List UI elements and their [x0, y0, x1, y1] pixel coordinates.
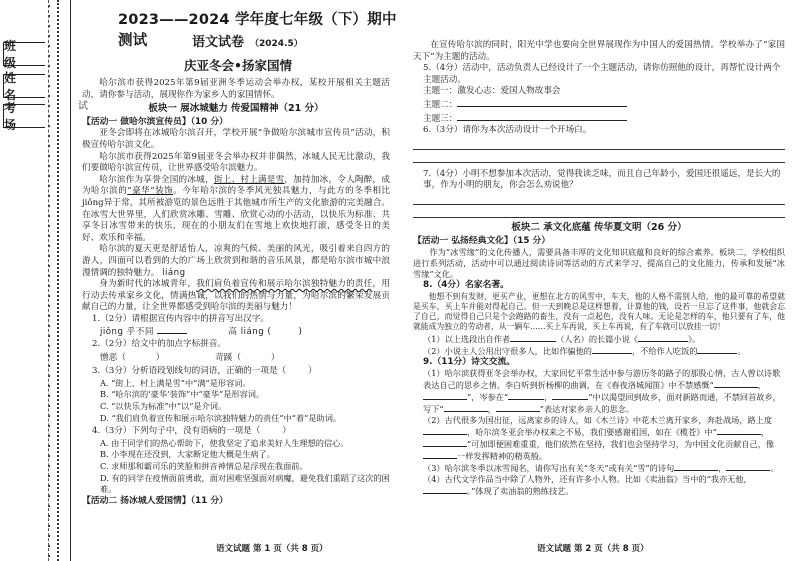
q9-2-input-4[interactable]: [423, 450, 457, 459]
q9-1-input-1[interactable]: [714, 379, 758, 388]
q9-1-a: （1）哈尔滨获得亚冬会举办权，大家回忆平常生活中参与游历冬的路子的那股心情，古人曾以诗歌表达自己的思乡之情。李白听到折杨柳的曲调，在《春夜洛城闻笛》中不禁感慨“: [423, 368, 781, 391]
left-content: [82, 78, 390, 507]
q4-option-b: B. 小李现在还没到，大家断定他大概是生病了。: [100, 449, 275, 460]
q3-option-b: B. “哈尔滨的‘豪华’装饰”中“豪华”是形容词。: [100, 389, 265, 400]
question-7: 7.（4分）小明不想参加本次活动，觉得我读乏味，而且自己年龄小，爱国还很遥远，是长大的事，作为小明的朋友，你会怎么劝说他？: [423, 168, 781, 191]
q8-book-input[interactable]: [638, 333, 688, 342]
activity-two-heading: 【活动二 扬冰城人爱国情】（11 分）: [82, 495, 228, 506]
q8-part-2: [413, 345, 785, 357]
right-content: [413, 40, 785, 497]
question-6: 6.（3分）请你为本次活动设计一个开场白。: [423, 125, 592, 136]
q9-4-b: 。”体现了卖油翁的熟练技艺。: [467, 486, 574, 497]
q9-3-a: （3）哈尔滨冬季以冰雪闻名，请你写出有关“冬天”或有关“雪”的诗句: [423, 463, 675, 474]
q4-answer[interactable]: [260, 424, 282, 433]
block-one-heading: 板块一 展冰城魅力 传爱国精神（21 分）: [148, 103, 324, 115]
q9-part-1: [413, 368, 785, 415]
q9-1-g: ”表达对家乡亲人的思念。: [539, 404, 635, 415]
block-two-heading: 板块二 承文化底蕴 传华夏文明（26 分）: [511, 221, 687, 233]
theme-2: [413, 98, 785, 112]
edge-char: 试: [78, 101, 88, 112]
q7-answer-line-2[interactable]: [413, 205, 785, 218]
passage-2-b: ，加持加冰，令人陶醉，成为哈尔滨的: [82, 174, 390, 197]
question-3: [82, 364, 390, 378]
question-1-items: [82, 325, 390, 339]
left-footer: 语文试题 第 1 页（共 8 页）: [216, 544, 328, 554]
right-intro: 在宣传哈尔滨的同时，阳光中学也要向全世界展现作为中国人的爱国热情。学校举办了“家国天下”为主题的活动。: [413, 40, 785, 62]
q9-3-b: ，: [718, 463, 727, 474]
q9-2-a: （2）古代很多为国出征，远离家乡的诗人，如《木兰诗》中花木兰离开家乡，奔赴战场，路上度: [423, 415, 773, 426]
q1-pinyin-1: jiǒng 乎不同: [100, 327, 154, 338]
passage-1: 哈尔滨市获得2025年第9届亚冬会举办权并非偶然，冰城人民无比激动，我们要做哈尔滨宣传员，让世界感受哈尔滨魅力。: [82, 151, 390, 174]
passage-2-c: 。今年哈尔滨的冬季风光独具魅力，与此方的冬季相比jiǒng异于常，其所被游览的景色远胜于其他城市所生产的文化旅游的完美融合。在冰雪大世界里，人们欣赏冰雕、雪雕、欣赏心动的小活动，以快乐为标准、共享冬日冰雪带来的快乐，现在的小朋友们在雪地上欢快地打滚，感受冬日的美好、欢乐和幸福。: [82, 186, 390, 243]
q3-option-a: A. “街上、村上满是雪”中“满”是形容词。: [100, 377, 251, 388]
question-9: 9.（11分）诗文交流。: [423, 356, 516, 367]
question-1: 1.（2分）请根据宣传内容中的拼音写出汉字。: [92, 313, 269, 324]
passage-2-a: 哈尔滨作为享誉全国的冰城，: [99, 174, 214, 185]
q6-answer-line-2[interactable]: [413, 150, 785, 163]
q9-1-input-4[interactable]: [552, 391, 588, 400]
dashed-line: [48, 0, 50, 561]
q9-2-d: ”可加即便困难重重，他们依然在坚持，我们也会坚持学习，为中国文化贡献自己，像: [467, 439, 775, 450]
q8-1-c: 》。: [687, 333, 701, 344]
q9-part-4: [413, 474, 785, 497]
theme-3-label: 主题三：: [423, 113, 458, 124]
exam-date: （2024.5）: [250, 39, 303, 49]
page-right: [397, 0, 794, 561]
q9-2-input-2[interactable]: [717, 426, 761, 435]
q2-word-2-end: ）: [270, 352, 280, 363]
passage-3-pinyin: liáng: [162, 267, 186, 278]
activity-one-text: 亚冬会即将在冰城哈尔滨召开，学校开展“争做哈尔滨城市宣传员”活动，积极宣传哈尔滨文化。: [82, 128, 390, 150]
q8-excerpt: 他想不到有发财，更买产业，更想在北方的风雪中，车夫，他的人格不需别人给，他的最可靠的希望就是买车，买上车并能对得起自己。但一天到晚总是这样想着，计算他的钱，设若一旦忘了这件事，他就会忘了自己，而觉得自己只是个会跑路的畜生，没有一点起色，没有人味。无论是怎样的车，他只要有了车，他就能成为独立的劳动者，从一辆车……买上车再说，买上车再说，有了车就可以放挂一切！: [413, 291, 785, 332]
q9-3-c: 。: [770, 463, 779, 474]
q8-part-1: [413, 333, 785, 345]
q9-2-e: 一样发挥精神的精英般。: [457, 451, 548, 462]
theme-3-input[interactable]: [457, 112, 627, 121]
q8-1-a: （1）以上选段出自作者: [423, 333, 511, 344]
q9-1-e: ”中以渴望回到故乡，面对新路而通，不禁回首故乡，写下“: [423, 392, 781, 415]
passage-3: [82, 244, 390, 279]
passage-4: [82, 279, 390, 314]
passage-2-underline-1: 街上、村上满是雪: [213, 174, 285, 185]
passage-2: [82, 175, 390, 245]
theme-3: [413, 112, 785, 126]
q1-pinyin-2-end: ): [298, 327, 303, 338]
q9-1-c: ”，岑参在“: [467, 392, 509, 403]
q9-1-b: ，: [757, 380, 766, 391]
q9-1-d: ，: [544, 392, 553, 403]
q3-text: 3.（3分）分析语段划线句的词语，正确的一项是（: [92, 366, 287, 377]
activity-one-heading: 【活动一 做哈尔滨宣传员】（10 分）: [82, 116, 228, 127]
q3-answer[interactable]: [286, 364, 308, 373]
q9-4-a: （4）古代文学作品当中除了人物外，还有许多小人物。比如《卖油翁》当中的“我亦无他，: [423, 474, 752, 485]
activity-three-heading: 【活动一 弘扬经典文化】（15 分）: [413, 235, 551, 246]
passage-4-wavy: 我们肩负着宣传和展示哈尔滨独特魅力的责任: [196, 279, 373, 290]
q9-1-f: ，: [487, 404, 496, 415]
q9-3-input-1[interactable]: [674, 462, 718, 471]
subtitle-text: 语文试卷: [192, 35, 245, 50]
q9-2-b: ，哈尔滨冬亚会举办权来之不易，我们要感谢祖国，如在《榄苍》中“: [467, 427, 717, 438]
passage-2-underline-2: “豪华”装饰: [127, 186, 174, 197]
q4-option-a: A. 由于同学们的热心帮助下，使我坚定了追求美好人生理想的信心。: [100, 437, 349, 448]
theme-2-input[interactable]: [457, 98, 627, 107]
q1-answer-2[interactable]: [275, 325, 299, 334]
q8-2-c: 。: [737, 345, 746, 356]
q9-1-input-2[interactable]: [423, 391, 467, 400]
dotted-line: [57, 0, 71, 561]
activity-three-text: 作为“冰雪缘”的文化传播人，需要具备丰厚的文化知识底蕴和良好的综合素养。板块二，学校组织进行系列活动，活动中可以通过阅读诗词等活动的方式来学习、提高自己的文化能力，传承和发展“冰雪缘”文化。: [413, 247, 785, 280]
q9-1-input-6[interactable]: [496, 403, 540, 412]
q2-word-1: 憎恶（: [100, 352, 126, 363]
question-8: 8.（4分）名家名著。: [423, 280, 509, 291]
q3-end: ）: [308, 366, 317, 377]
intro-text: 哈尔滨市获得2025年第9届亚洲冬季运动会举办权，某校开展相关主题活动，请你参与活动，展现你作为家乡人的家国情怀。: [82, 78, 390, 100]
q3-option-c: C. “以快乐为标准”中“以”是介词。: [100, 401, 227, 412]
q2-answer-2[interactable]: [241, 351, 271, 360]
q9-part-3: [413, 462, 785, 474]
q2-word-1-end: ）: [155, 352, 165, 363]
q6-answer-line-1[interactable]: [413, 137, 785, 150]
q7-answer-line-1[interactable]: [413, 192, 785, 205]
theme-2-label: 主题二：: [423, 99, 458, 110]
q9-2-input-3[interactable]: [423, 438, 467, 447]
theme-1: 主题一：激发心志：爱国人物故事会: [423, 86, 561, 97]
passage-4-b: ，用行动去传承家乡文化，情满热诚，以我们的热情与力量，为哈尔滨的繁荣发展贡献自己的力量，让全世界都感受到哈尔滨的美丽与魅力！: [82, 279, 390, 313]
q9-2-c: ，: [760, 427, 770, 438]
class-label: 班 级: [3, 42, 45, 66]
q9-4-input[interactable]: [423, 485, 467, 494]
q3-option-d: D. “我们肩负着宣传和展示哈尔滨独特魅力的责任”中“着”是助词。: [100, 412, 342, 423]
question-2-items: [82, 351, 390, 365]
q1-answer-1[interactable]: [157, 325, 187, 334]
exam-topic: 庆亚冬会•扬家国情: [184, 58, 292, 73]
q1-pinyin-2: 高 liáng (: [228, 327, 272, 338]
q9-1-input-3[interactable]: [508, 391, 544, 400]
q8-character-1-input[interactable]: [592, 345, 632, 354]
q8-1-b: （人名）的长篇小说《: [556, 333, 638, 344]
q9-2-input-1[interactable]: [423, 426, 467, 435]
q8-character-2-input[interactable]: [697, 345, 737, 354]
q9-3-input-2[interactable]: [726, 462, 770, 471]
q4-end: ）: [282, 426, 291, 437]
right-footer: 语文试题 第 2 页（共 8 页）: [537, 544, 649, 554]
exam-title: 2023——2024 学年度七年级（下）期中测试: [118, 12, 397, 49]
q8-2-b: ，不给作人吃饭的: [631, 345, 698, 356]
room-label: 考 场: [3, 104, 45, 128]
q4-option-c: C. 求师那和霸司乐的笑脸和拼音神情总是浮现在我面前。: [100, 461, 308, 471]
q4-text: 4.（3分）下列句子中，没有语病的一项是（: [92, 426, 261, 437]
q2-answer-1[interactable]: [126, 351, 156, 360]
passage-4-a: 身为新时代的冰城青年，: [99, 279, 197, 290]
q2-word-2: 苛蹊（: [215, 352, 241, 363]
q8-2-a: （2）小说主人公用出守很多人，比如作骗他的: [423, 345, 592, 356]
question-5: 5.（4分）活动中，活动负责人已经设计了一个主题活动，请你仿照他的设计，再帮忙设计两个主题活动。: [423, 63, 781, 85]
q9-1-input-5[interactable]: [444, 403, 488, 412]
q4-option-d: D. 有的同学在疫情面前勇敢，面对困难坚强面对病魔，避免我们重蹈了这次的困难。: [100, 472, 390, 495]
exam-subtitle: [192, 31, 303, 50]
q9-part-2: [413, 415, 785, 462]
question-2: 2.（2分）给文中的加点字标拼音。: [92, 339, 226, 350]
name-label: 姓 名: [3, 74, 45, 98]
binding-margin: [0, 0, 88, 561]
passage-3-text: 哈尔滨的夏天更是舒适怡人，凉爽的气候、美丽的风光，吸引着来自四方的游人，四面可以看到的大的广场上欣赏到和谐的音乐风景，都是哈尔滨市城中浪漫情调的独特魅力。: [82, 244, 390, 278]
question-4: [82, 424, 390, 438]
q8-author-input[interactable]: [510, 333, 556, 342]
